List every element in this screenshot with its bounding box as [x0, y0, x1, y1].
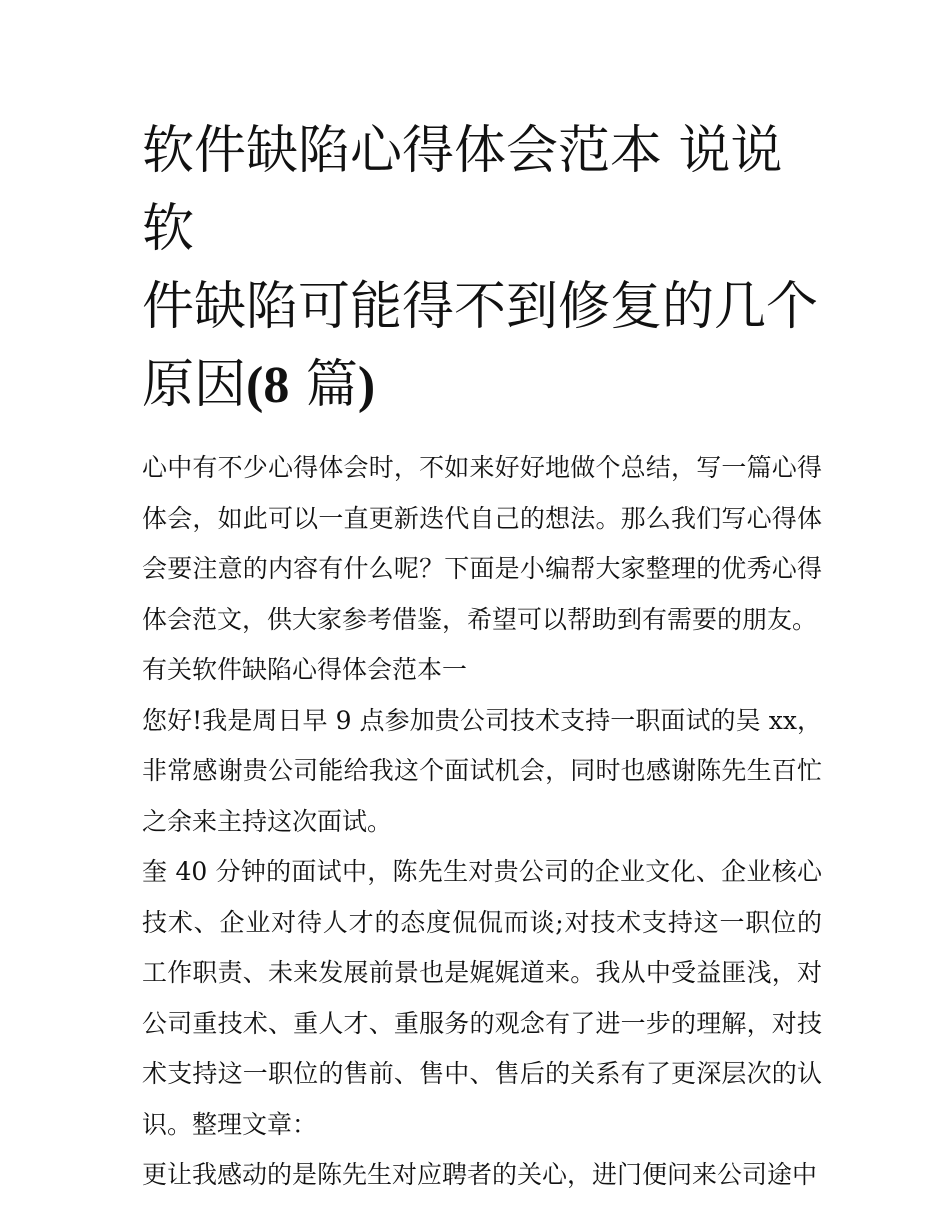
title-line-3b: (8 [246, 357, 290, 414]
paragraph-continuation: 更让我感动的是陈先生对应聘者的关心，进门便问来公司途中 [142, 1160, 818, 1189]
title-line-3c: 篇 [289, 355, 358, 415]
title-line-1: 软件缺陷心得体会范本 说说软 [142, 121, 783, 259]
paragraph-interview: 奎 40 分钟的面试中，陈先生对贵公司的企业文化、企业核心技术、企业对待人才的态度侃侃而谈;对技术支持这一职位的工作职责、未来发展前景也是娓娓道来。我从中受益匪浅，对公司重技术、重人才、重服务的观念有了进一步的理解，对技术支持这一职位的售前、售中、售后的关系有了更深层次的认识。整理文章： [142, 857, 822, 1139]
title-line-3a: 原因 [142, 355, 247, 415]
document-body [142, 443, 822, 1201]
paragraph-intro: 心中有不少心得体会时，不如来好好地做个总结，写一篇心得体会，如此可以一直更新迭代自己的想法。那么我们写心得体会要注意的内容有什么呢？下面是小编帮大家整理的优秀心得体会范文，供大家参考借鉴，希望可以帮助到有需要的朋友。 [142, 453, 822, 634]
document-title [142, 112, 822, 425]
title-line-3d: ) [357, 357, 376, 414]
document-page [142, 112, 822, 1201]
title-line-2: 件缺陷可能得不到修复的几个 [142, 277, 819, 337]
section-heading: 有关软件缺陷心得体会范本一 [142, 655, 468, 684]
paragraph-greeting: 您好!我是周日早 9 点参加贵公司技术支持一职面试的吴 xx，非常感谢贵公司能给我这个面试机会，同时也感谢陈先生百忙之余来主持这次面试。 [142, 705, 822, 836]
